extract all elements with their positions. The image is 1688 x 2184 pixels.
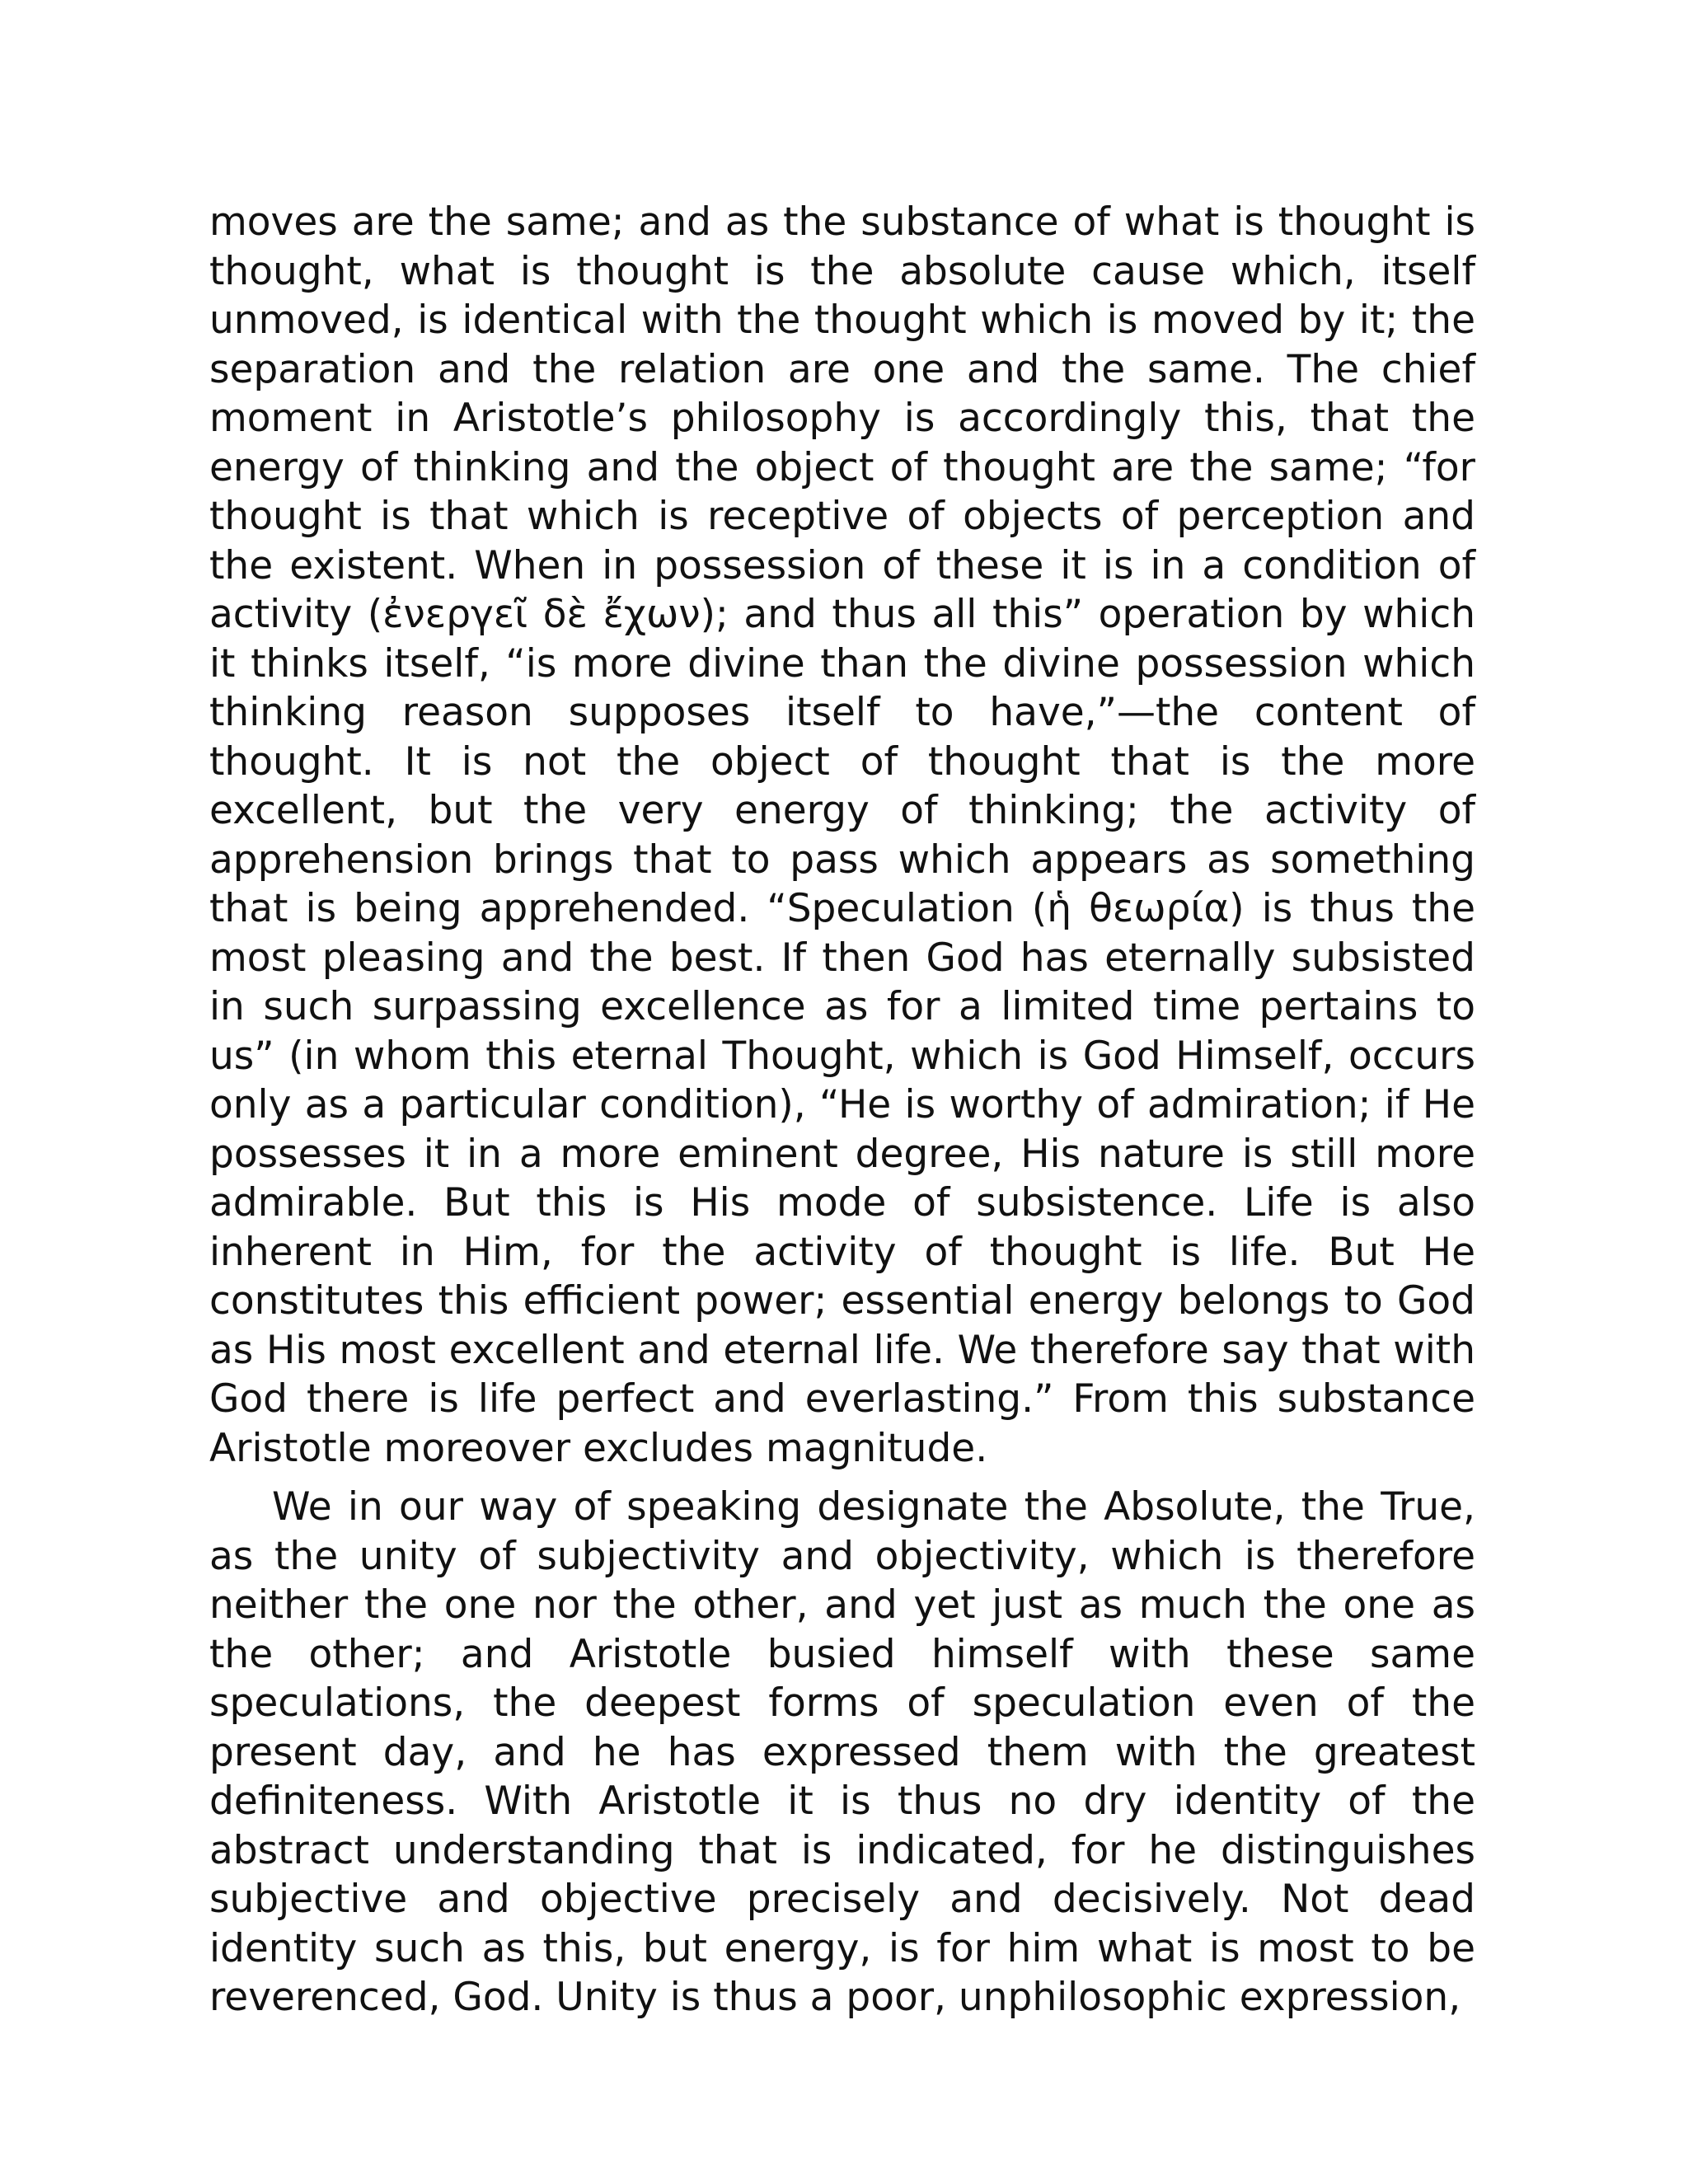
body-text (209, 198, 1475, 2022)
paragraph-2: We in our way of speaking designate the Absolute, the True, as the unity of subjectivity and objectivity, which is therefore neither the one nor the other, and yet just as much the one as the other; and Aristotle busied himself with these same speculations, the deepest forms of speculation even of the present day, and he has expressed them with the greatest definiteness. With Aristotle it is thus no dry identity of the abstract understanding that is indicated, for he distinguishes subjective and objective precisely and decisively. Not dead identity such as this, but energy, is for him what is most to be reverenced, God. Unity is thus a poor, unphilosophic expression, (209, 1484, 1475, 2020)
paragraph-1: moves are the same; and as the substance of what is thought is thought, what is thought is the absolute cause which, itself unmoved, is identical with the thought which is moved by it; the separation and the relation are one and the same. The chief moment in Aristotle’s philosophy is accordingly this, that the energy of thinking and the object of thought are the same; “for thought is that which is receptive of objects of perception and the existent. When in possession of these it is in a condition of activity (ἐνεργεῖ δὲ ἔχων); and thus all this” operation by which it thinks itself, “is more divine than the divine possession which thinking reason supposes itself to have,”—the content of thought. It is not the object of thought that is the more excellent, but the very energy of thinking; the activity of apprehension brings that to pass which appears as something that is being apprehended. “Speculation (ἡ θεωρία) is thus the most pleasing and the best. If then God has eternally subsisted in such surpassing excellence as for a limited time pertains to us” (in whom this eternal Thought, which is God Himself, occurs only as a particular condition), “He is worthy of admiration; if He possesses it in a more eminent degree, His nature is still more admirable. But this is His mode of subsistence. Life is also inherent in Him, for the activity of thought is life. But He constitutes this efficient power; essential energy belongs to God as His most excellent and eternal life. We therefore say that with God there is life perfect and everlasting.” From this substance Aristotle moreover excludes magnitude. (209, 199, 1475, 1471)
